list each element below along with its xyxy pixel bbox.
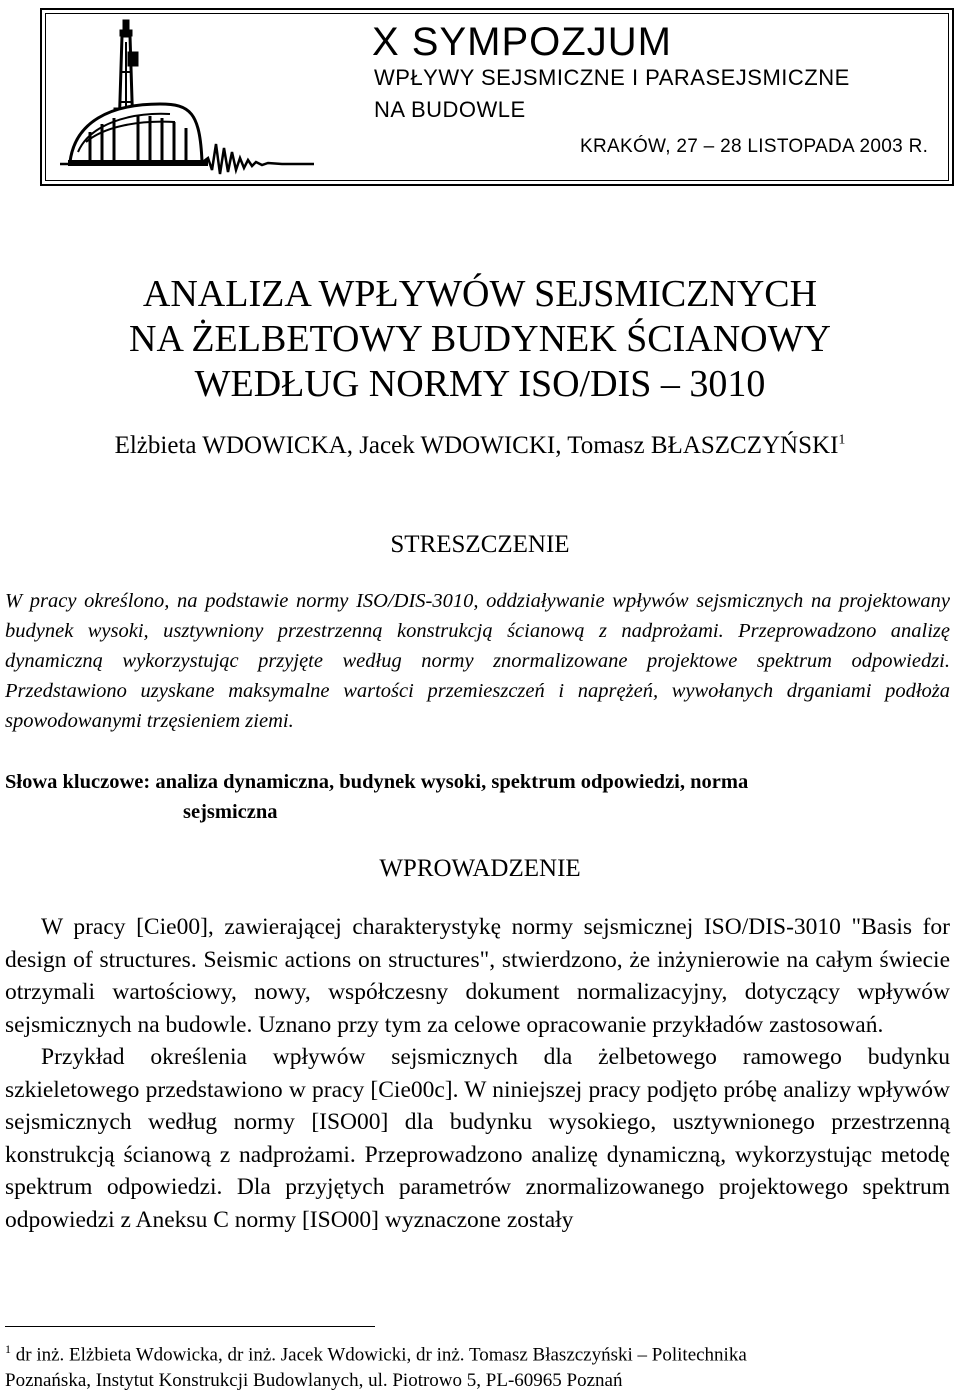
title-line-1: ANALIZA WPŁYWÓW SEJSMICZNYCH xyxy=(142,273,818,315)
abstract-heading: STRESZCZENIE xyxy=(390,531,570,558)
author-list xyxy=(0,432,960,460)
keywords-line-1: Słowa kluczowe: analiza dynamiczna, budynek wysoki, spektrum odpowiedzi, norma xyxy=(5,771,749,793)
abstract-text: W pracy określono, na podstawie normy ISO/DIS-3010, oddziaływanie wpływów sejsmicznych na projektowany budynek wysoki, usztywniony przestrzenną konstrukcją ścianową z nadprożami. Przeprowadzono analizę dynamiczną wykorzystując przyjęte według normy znormalizowane projektowe spektrum odpowiedzi. Przedstawiono uzyskane maksymalne wartości przemieszczeń i naprężeń, wywołanych drganiami podłoża spowodowanymi trzęsieniem ziemi. xyxy=(5,590,950,732)
symposium-logo xyxy=(50,12,320,182)
footnote-separator xyxy=(5,1326,375,1327)
footnote-text-1: dr inż. Elżbieta Wdowicka, dr inż. Jacek Wdowicki, dr inż. Tomasz Błaszczyński – Politechnika xyxy=(15,1344,747,1366)
introduction-paragraph-1: W pracy [Cie00], zawierającej charakterystykę normy sejsmicznej ISO/DIS-3010 "Basis for design of structures. Seismic actions on structures", stwierdzono, że inżynierowie na całym świecie otrzymali wartościowy, nowy, współczesny dokument normalizacyjny, dotyczący wpływów sejsmicznych na budowle. Uznano przy tym za celowe opracowanie przykładów zastosowań. xyxy=(5,914,950,1038)
symposium-place-date: KRAKÓW, 27 – 28 LISTOPADA 2003 R. xyxy=(580,136,929,157)
introduction-body xyxy=(5,911,950,1236)
footnote-mark: 1 xyxy=(5,1342,11,1356)
keywords-line-2: sejsmiczna xyxy=(183,801,278,823)
author-footnote-mark: 1 xyxy=(838,432,846,448)
title-line-2: NA ŻELBETOWY BUDYNEK ŚCIANOWY xyxy=(129,318,831,360)
symposium-title: X SYMPOZJUM xyxy=(372,20,672,64)
symposium-subtitle-line1: WPŁYWY SEJSMICZNE I PARASEJSMICZNE xyxy=(374,65,850,90)
symposium-subtitle-line2: NA BUDOWLE xyxy=(374,97,526,122)
introduction-heading: WPROWADZENIE xyxy=(379,855,581,882)
symposium-banner xyxy=(40,8,954,186)
paper-title xyxy=(0,272,960,407)
introduction-paragraph-2: Przykład określenia wpływów sejsmicznych dla żelbetowego ramowego budynku szkieletowego przedstawiono w pracy [Cie00c]. W niniejszej pracy podjęto próbę analizy wpływów sejsmicznych według normy [ISO00] dla budynku wysokiego, usztywnionego przestrzenną konstrukcją ścianową z nadprożami. Przeprowadzono analizę dynamiczną, wykorzystując metodę spektrum odpowiedzi. Dla przyjętych parametrów znormalizowanego projektowego spektrum odpowiedzi z Aneksu C normy [ISO00] wyznaczone zostały xyxy=(5,1044,950,1233)
title-line-3: WEDŁUG NORMY ISO/DIS – 3010 xyxy=(194,363,766,405)
author-names: Elżbieta WDOWICKA, Jacek WDOWICKI, Tomasz BŁASZCZYŃSKI xyxy=(114,432,839,459)
footnote-line-2: Poznańska, Instytut Konstrukcji Budowlanych, ul. Piotrowo 5, PL-60965 Poznań xyxy=(5,1370,623,1392)
footnote xyxy=(5,1336,950,1394)
footnote-line-1 xyxy=(5,1336,950,1368)
keywords xyxy=(5,767,950,827)
